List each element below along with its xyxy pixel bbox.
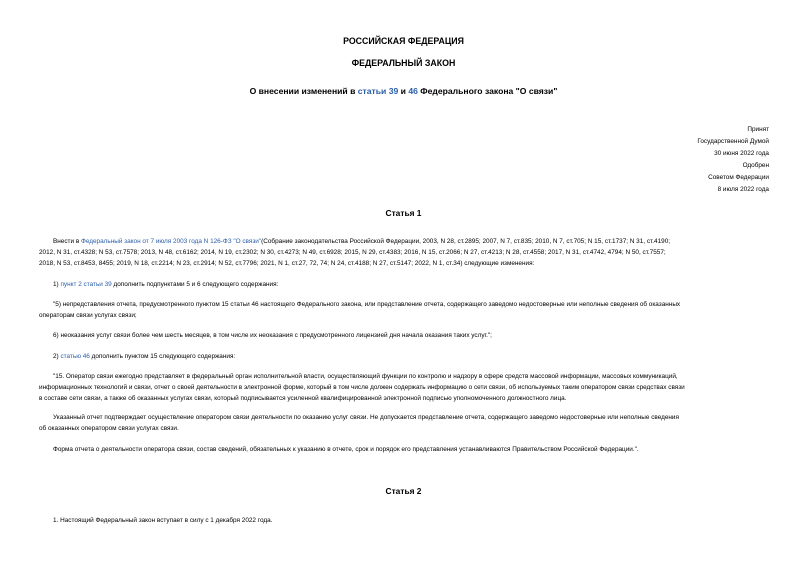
adoption-line: Государственной Думой bbox=[697, 138, 769, 145]
adoption-line: Советом Федерации bbox=[708, 174, 769, 181]
article-39-p2-link[interactable]: пункт 2 статьи 39 bbox=[60, 281, 112, 288]
title-link-article46[interactable]: 46 bbox=[408, 86, 418, 96]
intro-line-2: 2012, N 31, ст.4328; N 53, ст.7578; 2013, N 48, ст.6162; 2014, N 19, ст.2302; N 30, ст.4273; N 49, ст.6928; 2015, N 29, ст.4383; 2016, N 15, ст.2066; N 27, ст.4213; N 28, ст.4558; 2017, N 31, ст.4742, 4794; N 50, ст.7557; bbox=[39, 249, 666, 256]
item-1: 1) пункт 2 статьи 39 дополнить подпунктами 5 и 6 следующего содержания: bbox=[53, 281, 279, 288]
subitem-5-line: операторам связи услугах связи; bbox=[39, 312, 137, 319]
item-2: 2) статью 46 дополнить пунктом 15 следующего содержания: bbox=[53, 353, 236, 360]
adoption-line: Принят bbox=[747, 126, 769, 133]
law-type: ФЕДЕРАЛЬНЫЙ ЗАКОН bbox=[351, 58, 456, 68]
law-126fz-link[interactable]: Федеральный закон от 7 июля 2003 года N 126-ФЗ "О связи" bbox=[80, 238, 262, 245]
title-pre: О внесении изменений в bbox=[249, 86, 358, 96]
paragraph-15-line: информационных технологий и связи, отчет о своей деятельности в электронной форме, который в том числе должен содержать информацию о сети связи, об используемых таким оператором связи средствах связи bbox=[39, 384, 685, 391]
intro-line-3: 2018, N 53, ст.8453, 8455; 2019, N 18, ст.2214; N 23, ст.2914; N 52, ст.7796; 2021, N 1, ст.27, 72, 74; N 24, ст.4188; N 27, ст.5147; 2022, N 1, ст.34) следующие изменения: bbox=[39, 260, 535, 267]
article-46-link[interactable]: статью 46 bbox=[60, 353, 90, 360]
adoption-line: 30 июня 2022 года bbox=[714, 150, 769, 157]
intro-text: (Собрание законодательства Российской Федерации, 2003, N 28, ст.2895; 2007, N 7, ст.835; 2010, N 7, ст.705; N 15, ст.1737; N 31, ст.4190; bbox=[261, 238, 671, 245]
law-title bbox=[0, 86, 807, 96]
title-link-article39[interactable]: статьи 39 bbox=[357, 86, 399, 96]
paragraph-15-line: в составе сети связи, а также об оказанных услугах связи, который подписывается усиленной квалифицированной электронной подписью уполномоченного должностного лица. bbox=[39, 395, 567, 402]
paragraph-15-line: "15. Оператор связи ежегодно представляет в федеральный орган исполнительной власти, осуществляющий функции по контролю и надзору в сфере средств массовой информации, массовых коммуникаций, bbox=[53, 373, 678, 380]
country-title: РОССИЙСКАЯ ФЕДЕРАЦИЯ bbox=[343, 36, 464, 46]
article-2-heading: Статья 2 bbox=[385, 486, 422, 496]
title-mid: и bbox=[398, 86, 409, 96]
intro-line-1: Внести в Федеральный закон от 7 июля 2003 года N 126-ФЗ "О связи"(Собрание законодательства Российской Федерации, 2003, N 28, ст.2895; 2007, N 7, ст.835; 2010, N 7, ст.705; N 15, ст.1737; N 31, ст.4190; bbox=[53, 238, 671, 245]
report-line: об оказанных оператором связи услугах связи. bbox=[39, 425, 179, 432]
article-1-heading: Статья 1 bbox=[385, 208, 422, 218]
form-paragraph: Форма отчета о деятельности оператора связи, состав сведений, обязательных к указанию в отчете, срок и порядок его представления устанавливаются Правительством Российской Федерации.". bbox=[53, 446, 639, 453]
title-post: Федерального закона "О связи" bbox=[417, 86, 558, 96]
subitem-5-line: "5) непредставления отчета, предусмотренного пунктом 15 статьи 46 настоящего Федерального закона, или представление отчета, содержащего заведомо недостоверные или неполные сведения об оказанных bbox=[53, 301, 681, 308]
subitem-6: 6) неоказания услуг связи более чем шесть месяцев, в том числе их неоказания с предусмотренного лицензией дня начала оказания таких услуг."; bbox=[53, 332, 492, 339]
paragraph-15 bbox=[39, 371, 784, 404]
article-1-intro bbox=[39, 236, 784, 269]
adoption-block bbox=[697, 124, 769, 196]
report-paragraph bbox=[39, 412, 784, 434]
adoption-line: Одобрен bbox=[742, 162, 769, 169]
subitem-5 bbox=[39, 299, 784, 321]
adoption-line: 8 июля 2022 года bbox=[717, 186, 769, 193]
article-2-item-1: 1. Настоящий Федеральный закон вступает в силу с 1 декабря 2022 года. bbox=[53, 517, 273, 524]
report-line: Указанный отчет подтверждает осуществление оператором связи деятельности по оказанию услуг связи. Не допускается представление отчета, содержащего заведомо недостоверные или неполные сведения bbox=[53, 414, 679, 421]
